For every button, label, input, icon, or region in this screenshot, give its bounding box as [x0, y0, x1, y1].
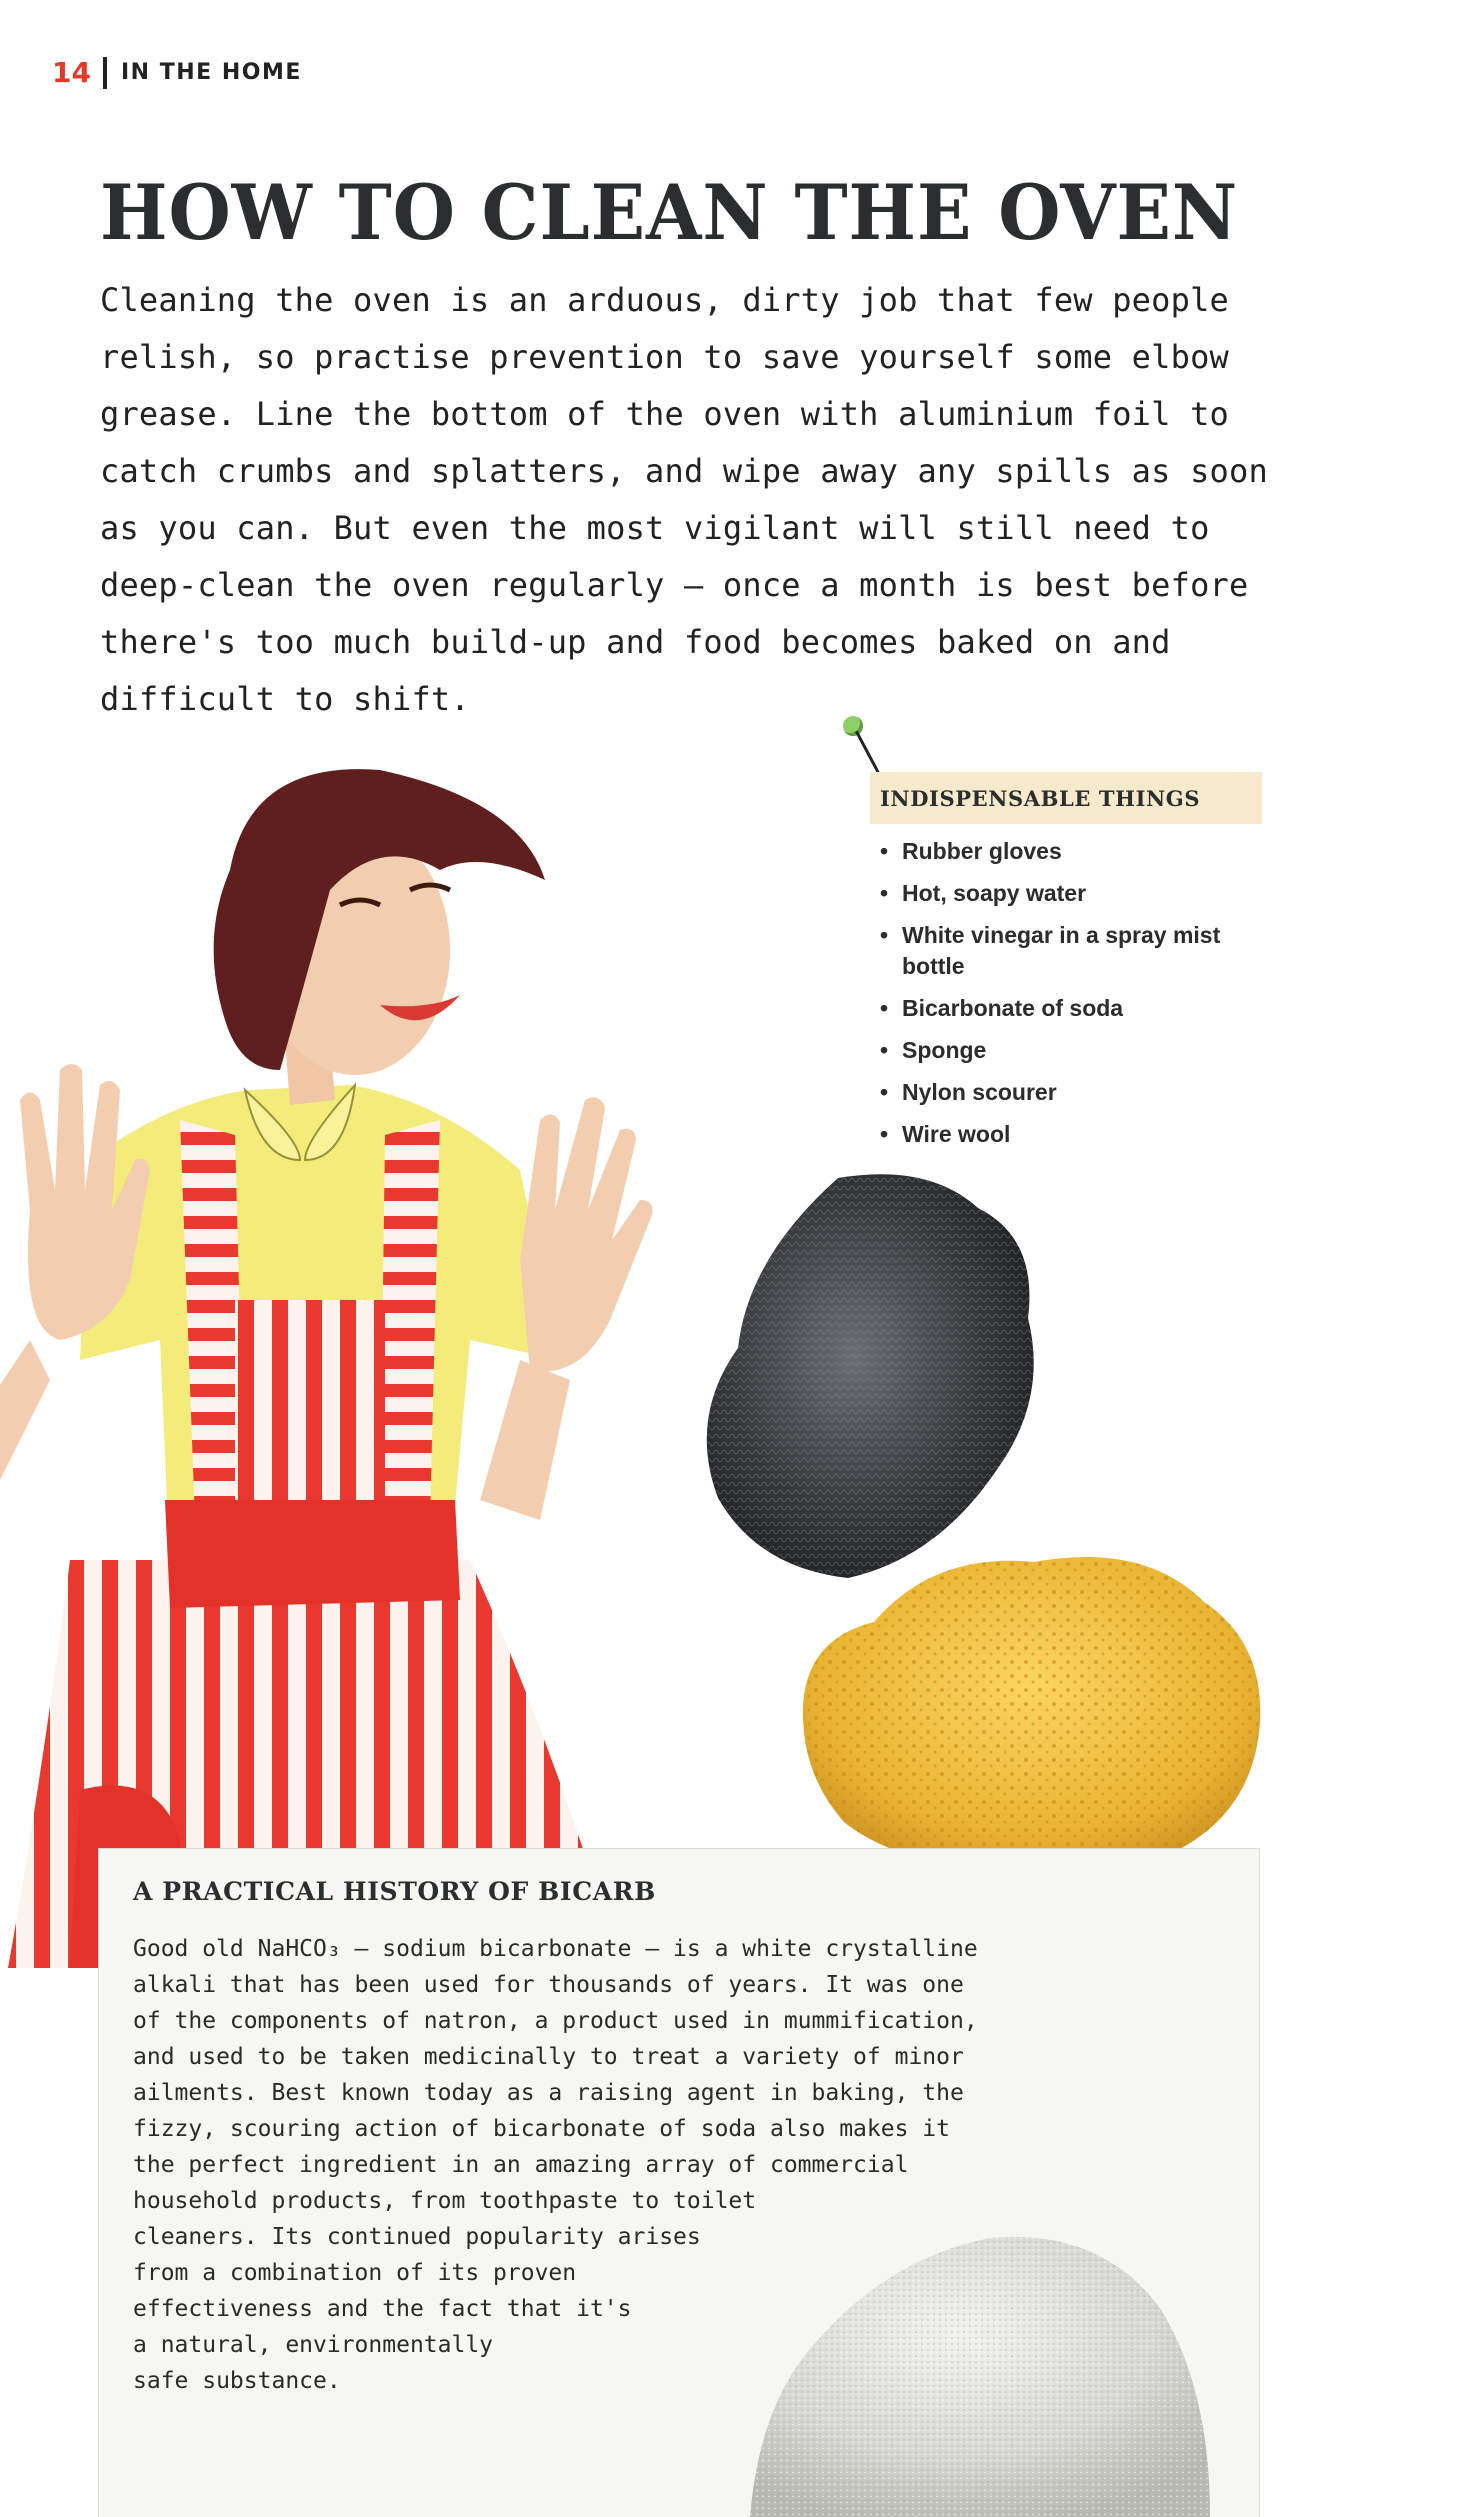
page-number: 14 [52, 56, 91, 89]
list-item: • Wire wool [880, 1119, 1260, 1150]
history-line: Good old NaHCO₃ – sodium bicarbonate – is a white crystalline [133, 1936, 978, 1962]
list-item: • Rubber gloves [880, 836, 1260, 867]
wire-wool-image [698, 1168, 1058, 1588]
list-item: • Nylon scourer [880, 1077, 1260, 1108]
list-item: • Bicarbonate of soda [880, 993, 1260, 1024]
list-item: • Sponge [880, 1035, 1260, 1066]
history-line: cleaners. Its continued popularity arises [133, 2224, 701, 2250]
running-head [52, 56, 302, 89]
history-line: fizzy, scouring action of bicarbonate of soda also makes it [133, 2116, 950, 2142]
history-line: household products, from toothpaste to toilet [133, 2188, 757, 2214]
pin-icon [843, 716, 863, 736]
sponge-image [784, 1532, 1270, 1888]
history-line: safe substance. [133, 2368, 341, 2394]
pin-needle [855, 731, 880, 775]
intro-paragraph: Cleaning the oven is an arduous, dirty job that few people relish, so practise prevention to save yourself some elbow grease. Line the bottom of the oven with aluminium foil to catch crumbs and splatters, and wipe away any spills as soon as you can. But even the most vigilant will still need to deep-clean the oven regularly – once a month is best before there's too much build-up and food becomes baked on and difficult to shift. [100, 281, 1268, 718]
history-line: ailments. Best known today as a raising agent in baking, the [133, 2080, 964, 2106]
history-title: A PRACTICAL HISTORY OF BICARB [133, 1877, 656, 1906]
history-line: and used to be taken medicinally to treat a variety of minor [133, 2044, 964, 2070]
history-line: the perfect ingredient in an amazing array of commercial [133, 2152, 909, 2178]
history-line: a natural, environmentally [133, 2332, 494, 2358]
section-name: IN THE HOME [120, 60, 302, 85]
things-heading: INDISPENSABLE THINGS [870, 772, 1262, 824]
history-line: of the components of natron, a product used in mummification, [133, 2008, 978, 2034]
history-line: effectiveness and the fact that it's [133, 2296, 632, 2322]
history-line: alkali that has been used for thousands of years. It was one [133, 1972, 964, 1998]
header-divider [103, 57, 107, 89]
history-line: from a combination of its proven [133, 2260, 577, 2286]
bicarb-powder-image [740, 2198, 1220, 2517]
list-item: • Hot, soapy water [880, 878, 1260, 909]
list-item: • White vinegar in a spray mist bottle [880, 920, 1260, 982]
things-list [880, 836, 1260, 1161]
housewife-illustration [0, 740, 680, 1970]
page-title: HOW TO CLEAN THE OVEN [100, 168, 1239, 257]
